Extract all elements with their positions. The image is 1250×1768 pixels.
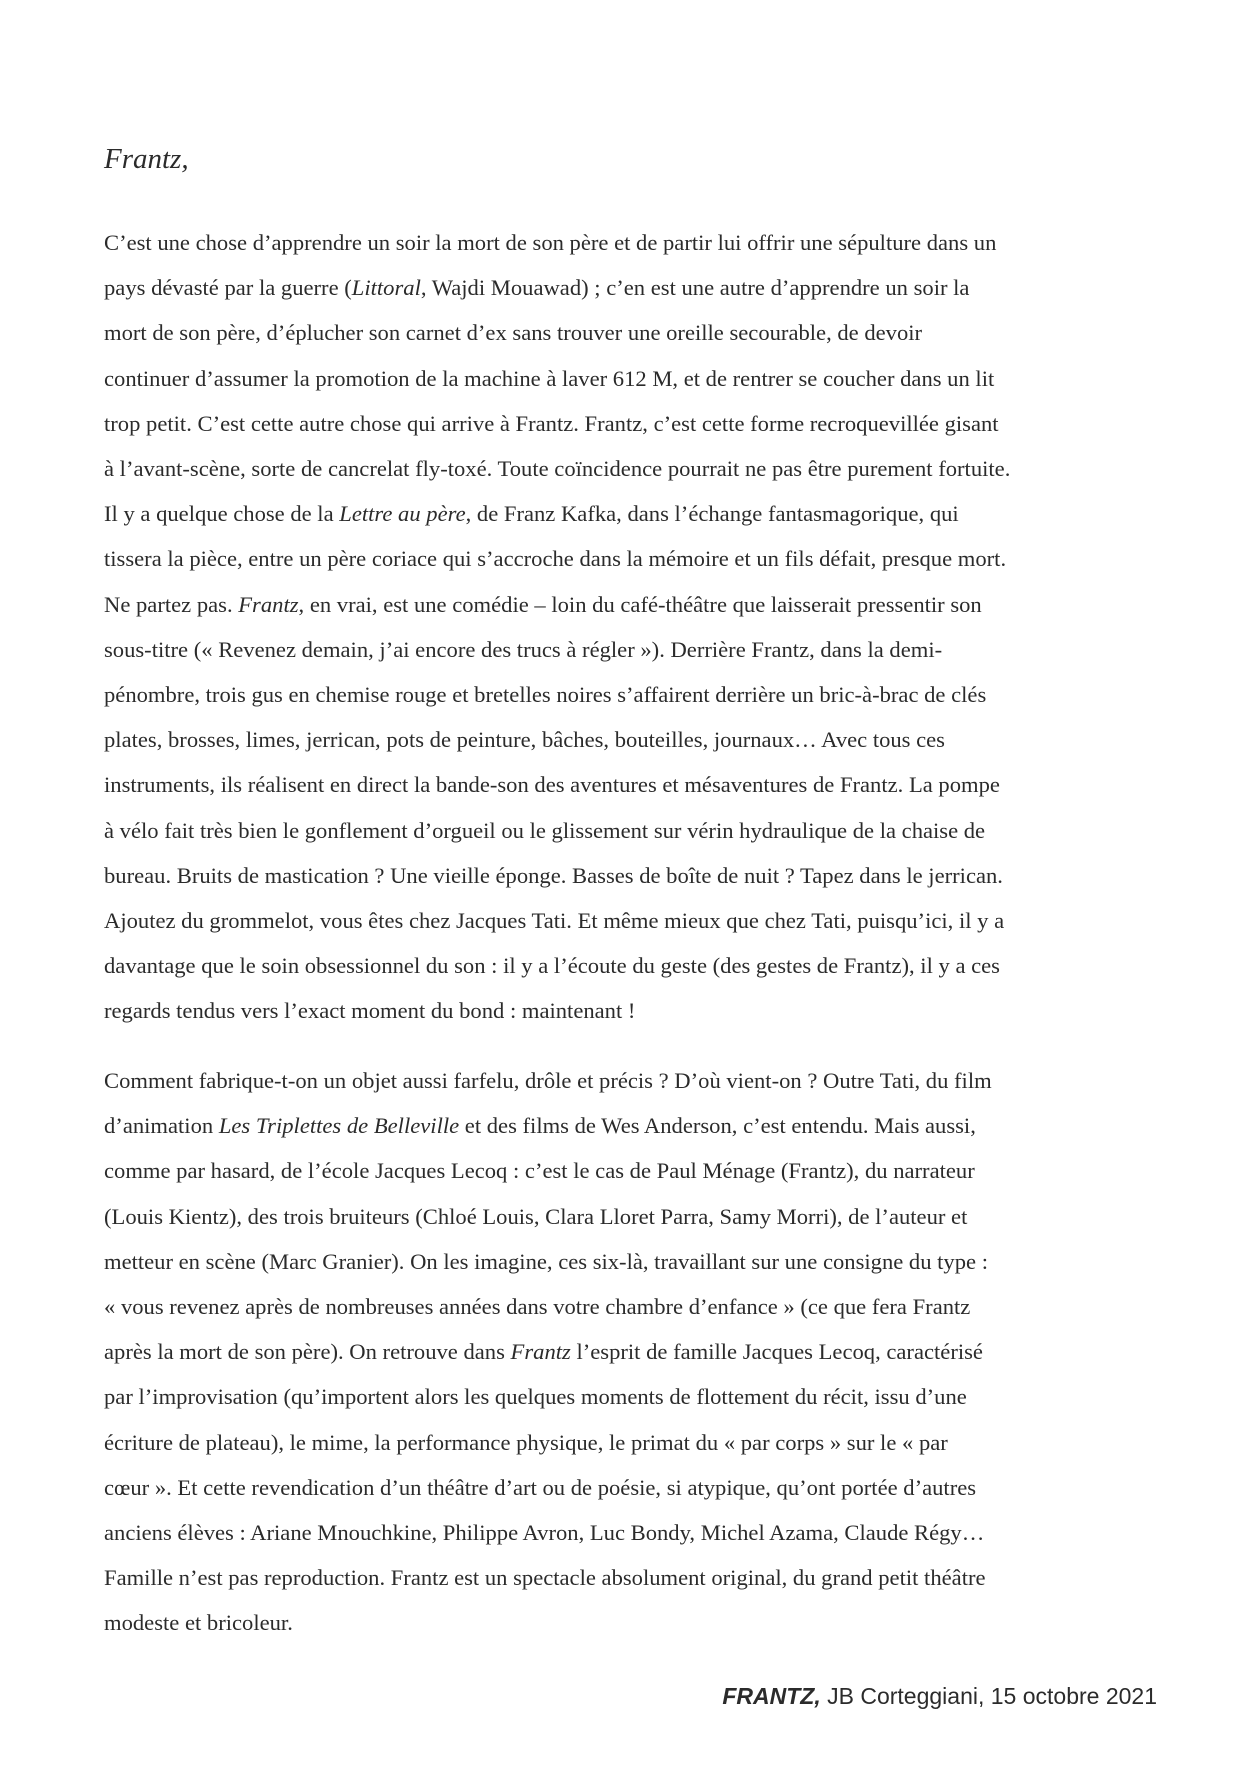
footer-credit xyxy=(722,1683,1157,1710)
text-run: à vélo fait très bien le gonflement d’orgueil ou le glissement sur vérin hydraulique de la chaise de xyxy=(104,817,986,843)
text-run: , de Franz Kafka, dans l’échange fantasmagorique, qui xyxy=(465,501,959,527)
text-line xyxy=(104,356,1152,401)
text-line xyxy=(104,310,1152,355)
text-run: C’est une chose d’apprendre un soir la mort de son père et de partir lui offrir une sépulture dans un xyxy=(104,230,997,255)
text-run: mort de son père, d’éplucher son carnet d’ex sans trouver une oreille secourable, de devoir xyxy=(104,320,923,346)
text-run: instruments, ils réalisent en direct la bande-son des aventures et mésaventures de Frantz. La pompe xyxy=(104,772,1000,798)
text-line xyxy=(104,536,1152,581)
italic-title: Lettre au père xyxy=(339,501,466,527)
text-line xyxy=(104,627,1152,672)
text-run: plates, brosses, limes, jerrican, pots de peinture, bâches, bouteilles, journaux… Avec tous ces xyxy=(104,727,945,753)
text-line xyxy=(104,672,1152,717)
text-line xyxy=(104,1284,1152,1329)
text-line xyxy=(104,1465,1152,1510)
text-run: écriture de plateau), le mime, la performance physique, le primat du « par corps » sur le « par xyxy=(104,1429,948,1455)
text-line xyxy=(104,1420,1152,1465)
text-line xyxy=(104,943,1152,988)
text-run: comme par hasard, de l’école Jacques Lecoq : c’est le cas de Paul Ménage (Frantz), du narrateur xyxy=(104,1158,975,1184)
text-run: pénombre, trois gus en chemise rouge et bretelles noires s’affairent derrière un bric-à-brac de clés xyxy=(104,682,987,708)
text-run: regards tendus vers l’exact moment du bond : maintenant ! xyxy=(104,998,636,1024)
text-line xyxy=(104,1510,1152,1555)
text-line xyxy=(104,220,1152,265)
text-line xyxy=(104,491,1152,536)
text-run: par l’improvisation (qu’importent alors les quelques moments de flottement du récit, issu d’une xyxy=(104,1384,967,1410)
italic-title: Littoral xyxy=(351,275,421,301)
text-run: continuer d’assumer la promotion de la machine à laver 612 M, et de rentrer se coucher dans un lit xyxy=(104,365,995,391)
text-line xyxy=(104,1239,1152,1284)
text-line xyxy=(104,762,1152,807)
text-run: « vous revenez après de nombreuses années dans votre chambre d’enfance » (ce que fera Frantz xyxy=(104,1294,971,1320)
text-run: tissera la pièce, entre un père coriace qui s’accroche dans la mémoire et un fils défait, presque mort. xyxy=(104,546,1007,572)
text-run: à l’avant-scène, sorte de cancrelat fly-toxé. Toute coïncidence pourrait ne pas être purement fortuite. xyxy=(104,456,1011,482)
text-run: , Wajdi Mouawad) ; c’en est une autre d’apprendre un soir la xyxy=(420,275,970,301)
text-line xyxy=(104,1600,1152,1645)
text-line xyxy=(104,1103,1152,1148)
text-line xyxy=(104,853,1152,898)
text-run: davantage que le soin obsessionnel du son : il y a l’écoute du geste (des gestes de Frantz), il y a ces xyxy=(104,953,1000,979)
text-line xyxy=(104,582,1152,627)
text-line xyxy=(104,1194,1152,1239)
footer-author-date: JB Corteggiani, 15 octobre 2021 xyxy=(820,1683,1157,1709)
text-run: l’esprit de famille Jacques Lecoq, caractérisé xyxy=(570,1339,983,1365)
text-line xyxy=(104,808,1152,853)
text-run: Comment fabrique-t-on un objet aussi farfelu, drôle et précis ? D’où vient-on ? Outre Tati, du film xyxy=(104,1068,992,1093)
text-line xyxy=(104,1148,1152,1193)
text-run: (Louis Kientz), des trois bruiteurs (Chloé Louis, Clara Lloret Parra, Samy Morri), de l’auteur et xyxy=(104,1203,968,1229)
paragraph-1 xyxy=(104,220,1152,1034)
text-run: trop petit. C’est cette autre chose qui arrive à Frantz. Frantz, c’est cette forme recroquevillée gisant xyxy=(104,410,999,436)
text-line xyxy=(104,898,1152,943)
text-run: après la mort de son père). On retrouve dans xyxy=(104,1339,511,1365)
text-run: modeste et bricoleur. xyxy=(104,1610,293,1636)
text-line xyxy=(104,446,1152,491)
text-run: et des films de Wes Anderson, c’est entendu. Mais aussi, xyxy=(459,1113,976,1139)
document-title: Frantz, xyxy=(104,143,189,175)
text-run: Famille n’est pas reproduction. Frantz est un spectacle absolument original, du grand petit théâtre xyxy=(104,1565,986,1591)
text-line xyxy=(104,717,1152,762)
text-run: Ajoutez du grommelot, vous êtes chez Jacques Tati. Et même mieux que chez Tati, puisqu’ici, il y a xyxy=(104,908,1005,934)
italic-title: Frantz xyxy=(238,591,299,617)
text-run: Il y a quelque chose de la xyxy=(104,501,340,527)
text-line xyxy=(104,401,1152,446)
text-line xyxy=(104,988,1152,1033)
paragraph-2 xyxy=(104,1058,1152,1646)
text-line xyxy=(104,1555,1152,1600)
text-run: cœur ». Et cette revendication d’un théâtre d’art ou de poésie, si atypique, qu’ont portée d’autres xyxy=(104,1474,977,1500)
text-run: d’animation xyxy=(104,1113,219,1139)
text-run: sous-titre (« Revenez demain, j’ai encore des trucs à régler »). Derrière Frantz, dans la demi- xyxy=(104,636,943,662)
text-run: pays dévasté par la guerre ( xyxy=(104,275,352,301)
italic-title: Les Triplettes de Belleville xyxy=(218,1113,460,1139)
text-line xyxy=(104,265,1152,310)
footer-show-title: FRANTZ, xyxy=(722,1683,821,1709)
text-run: Ne partez pas. xyxy=(104,591,239,617)
text-line xyxy=(104,1374,1152,1419)
text-line xyxy=(104,1329,1152,1374)
text-run: bureau. Bruits de mastication ? Une vieille éponge. Basses de boîte de nuit ? Tapez dans le jerrican. xyxy=(104,862,1003,888)
text-run: metteur en scène (Marc Granier). On les imagine, ces six-là, travaillant sur une consigne du type : xyxy=(104,1248,988,1274)
text-run: , en vrai, est une comédie – loin du café-théâtre que laisserait pressentir son xyxy=(298,591,982,617)
text-line xyxy=(104,1058,1152,1103)
text-run: anciens élèves : Ariane Mnouchkine, Philippe Avron, Luc Bondy, Michel Azama, Claude Régy… xyxy=(104,1520,985,1546)
italic-title: Frantz xyxy=(510,1339,571,1365)
